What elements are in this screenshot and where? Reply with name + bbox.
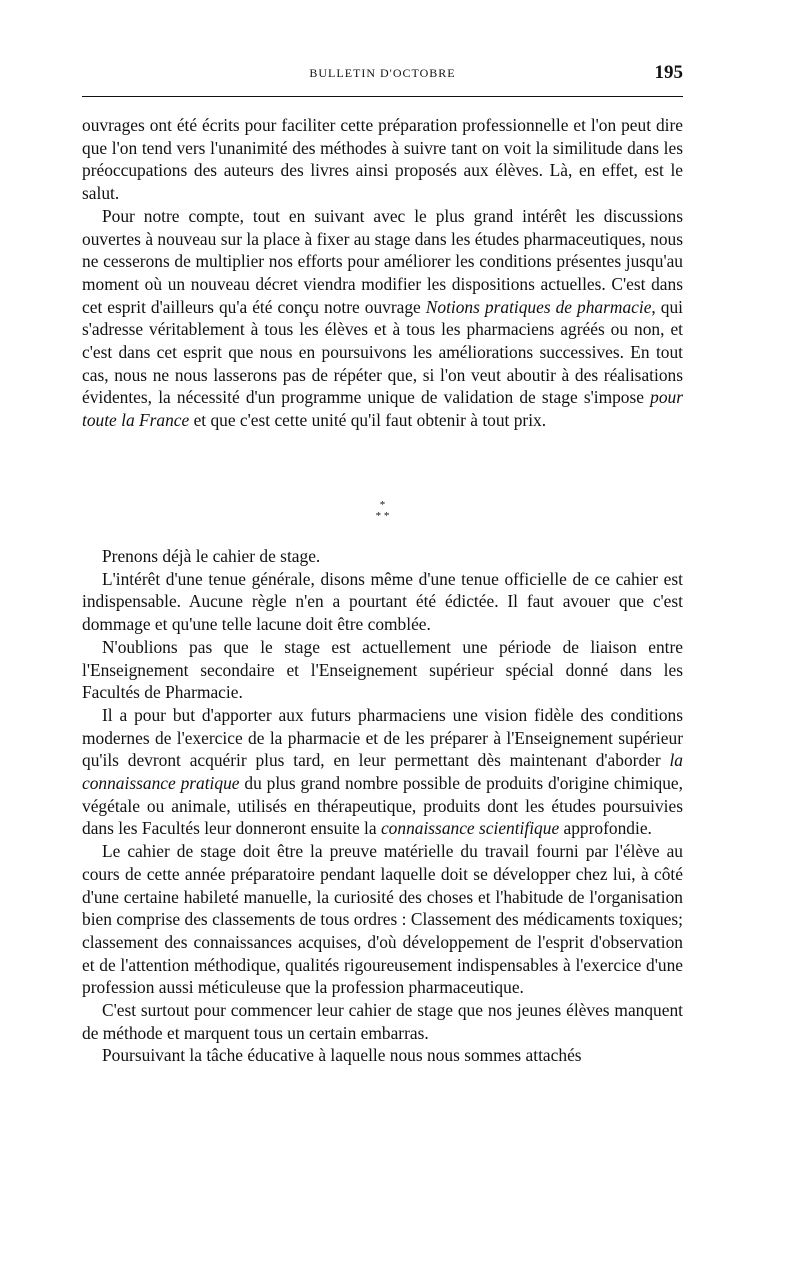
paragraph-8: C'est surtout pour commencer leur cahier de stage que nos jeunes élèves manquent de méthode et marquent tous un certain embarras.	[82, 1000, 683, 1043]
emphasis-italic: la connaissance pratique	[82, 750, 683, 794]
asterism-bottom: * *	[375, 510, 390, 522]
paragraph-2-text-b: , qui s'adresse véritablement à tous les élèves et à tous les pharmaciens agréés ou non, et c'est dans cet esprit que nous en poursuivons les améliorations successives. En tout cas, nous ne nous lasserons pas de répéter que, si l'on veut aboutir à des réalisations évidentes, la nécessité d'un programme unique de validation de stage s'impose	[82, 296, 684, 408]
emphasis-italic: connaissance scientifique	[380, 818, 560, 839]
asterism-top: *	[379, 499, 386, 511]
book-title-italic: Notions pratiques de pharmacie	[425, 296, 652, 317]
paragraph-6-text-b: du plus grand nombre possible de produits d'origine chimique, végétale ou animale, utilisés en thérapeutique, produits dont les études poursuivies dans les Facultés leur donneront ensuite la	[82, 773, 683, 839]
paragraph-1: ouvrages ont été écrits pour faciliter cette préparation professionnelle et l'on peut dire que l'on tend vers l'unanimité des méthodes à suivre tant on voit la similitude dans les préoccupations des auteurs des livres ainsi proposés aux élèves. Là, en effet, est le salut.	[82, 115, 683, 204]
asterism-separator	[82, 500, 683, 522]
paragraph-6	[82, 704, 683, 840]
header-rule	[82, 96, 683, 97]
running-head	[82, 62, 683, 86]
paragraph-3: Prenons déjà le cahier de stage.	[102, 546, 321, 566]
paragraph-2-text-a: Pour notre compte, tout en suivant avec le plus grand intérêt les discussions ouvertes à nouveau sur la place à fixer au stage dans les études pharmaceutiques, nous ne cesserons de multiplier nos efforts pour améliorer les conditions présentes jusqu'au moment où un nouveau décret viendra modifier les dispositions actuelles. C'est dans cet esprit d'ailleurs qu'a été conçu notre ouvrage	[82, 205, 683, 317]
paragraph-2	[82, 205, 683, 432]
running-title: BULLETIN D'OCTOBRE	[309, 66, 456, 80]
page-number: 195	[654, 62, 683, 83]
section-2	[82, 545, 683, 1067]
paragraph-2-text-c: et que c'est cette unité qu'il faut obtenir à tout prix.	[189, 410, 547, 431]
paragraph-7: Le cahier de stage doit être la preuve matérielle du travail fourni par l'élève au cours de cette année préparatoire pendant laquelle doit se développer chez lui, à côté d'une certaine habileté manuelle, la curiosité des choses et l'habitude de l'organisation bien comprise des classements de tous ordres : Classement des médicaments toxiques; classement des connaissances acquises, d'où développement de l'esprit d'observation et de l'attention méthodique, qualités rigoureusement indispensables à l'exercice d'une profession aussi méticuleuse que la profession pharmaceutique.	[82, 841, 683, 998]
paragraph-6-text-a: Il a pour but d'apporter aux futurs pharmaciens une vision fidèle des conditions modernes de l'exercice de la pharmacie et de les préparer à l'Enseignement supérieur qu'ils devront acquérir plus tard, en leur permettant dès maintenant d'aborder	[82, 704, 683, 771]
paragraph-6-text-c: approfondie.	[559, 818, 652, 839]
paragraph-9: Poursuivant la tâche éducative à laquelle nous nous sommes attachés	[102, 1045, 582, 1066]
paragraph-5: N'oublions pas que le stage est actuellement une période de liaison entre l'Enseignement secondaire et l'Enseignement supérieur spécial donné dans les Facultés de Pharmacie.	[82, 636, 683, 703]
emphasis-italic: pour toute la France	[82, 387, 683, 431]
paragraph-4: L'intérêt d'une tenue générale, disons même d'une tenue officielle de ce cahier est indispensable. Aucune règle n'en a pourtant été édictée. Il faut avouer que c'est dommage et qu'une telle lacune doit être comblée.	[82, 568, 683, 635]
section-1	[82, 114, 683, 432]
